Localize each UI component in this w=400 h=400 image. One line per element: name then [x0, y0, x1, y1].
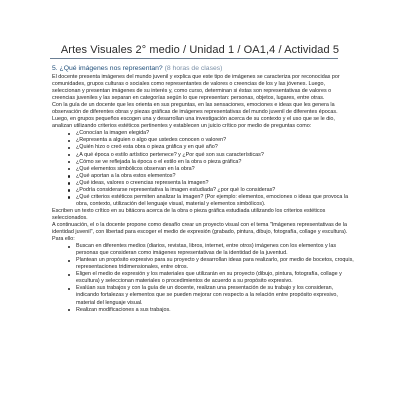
section-heading [52, 65, 362, 72]
step-list [52, 243, 354, 313]
project-paragraph: A continuación, el o la docente propone como desafío crear un proyecto visual con el tema "Imágenes representativas de la identidad juvenil", con libertad para escoger el medio de expresión (grabado, pintura, dibujo, fotografía, collage y escultura). Para ello: [52, 221, 348, 243]
section-heading-text: 5. ¿Qué imágenes nos representan? [52, 65, 163, 72]
section-content [52, 74, 354, 314]
list-item: ¿Representa a alguien o algo que ustedes conocen o valoren? [76, 137, 354, 144]
list-item: Evalúan sus trabajos y con la guía de un docente, realizan una presentación de su trabajo y los consideran, indicando fortalezas y elementos que se pueden mejorar con respecto a la relación entre propósito expresivo, material del lenguaje visual. [76, 285, 354, 306]
question-list [52, 130, 354, 208]
guidance-paragraph: Con la guía de un docente que les orienta en sus preguntas, en las sensaciones, emociones e ideas que les genera la observación de diferentes obras y piezas gráficas de imágenes representativas del mundo juvenil de diferentes épocas. Luego, en grupos pequeños escogen una y desarrollan una investigación acerca de su contexto y el uso que se le dio, analizan utilizando criterios estéticos pertinentes y establecen un juicio crítico por medio de preguntas como: [52, 102, 338, 130]
list-item: ¿Qué aportan a la obra estos elementos? [76, 173, 354, 180]
page-title: Artes Visuales 2° medio / Unidad 1 / OA1,4 / Actividad 5 [60, 44, 340, 56]
list-item: ¿Cómo se ve reflejada la época o el estilo en la obra o pieza gráfica? [76, 159, 354, 166]
list-item: ¿Quién hizo o creó esta obra o pieza gráfica y en qué año? [76, 144, 354, 151]
list-item: ¿A qué época o estilo artístico pertenece? y ¿Por qué son sus características? [76, 152, 354, 159]
intro-paragraph: El docente presenta imágenes del mundo juvenil y explica que este tipo de imágenes se caracteriza por reconocidas por comunidades, grupos culturas o sociales como representantes de valores o creencias de los y las jóvenes. Luego, seleccionan y presentan imágenes de su interés y, como curso, determinan si éstas son representativas de valores o creencias juveniles y las separan en categorías según lo que representan: personas, objetos, lugares, entre otras. [52, 74, 340, 102]
list-item: Realizan modificaciones a sus trabajos. [76, 307, 354, 314]
section-duration: (8 horas de clases) [164, 65, 223, 72]
header-divider [50, 58, 338, 59]
critical-text-paragraph: Escriben un texto crítico en su bitácora acerca de la obra o pieza gráfica estudiada utilizando los criterios estéticos seleccionados. [52, 207, 326, 221]
list-item: Plantean un propósito expresivo para su proyecto y desarrollan ideas para realizarlo, por medio de bocetos, croquis, representaciones tridimensionales, entre otros. [76, 257, 354, 271]
list-item: Buscan en diferentes medios (diarios, revistas, libros, internet, entre otros) imágenes con los elementos y las personas que consideran como imágenes representativas de la identidad de la juventud. [76, 243, 354, 257]
list-item: ¿Qué elementos simbólicos observan en la obra? [76, 166, 354, 173]
list-item: ¿Podría considerarse representativa la imagen estudiada? ¿por qué lo consideras? [76, 187, 354, 194]
list-item: ¿Qué ideas, valores o creencias representa la imagen? [76, 180, 354, 187]
list-item: Eligen el medio de expresión y los materiales que utilizarán en su proyecto (dibujo, pintura, fotografía, collage y escultura) y seleccionan materiales o procedimientos de acuerdo a su propósito expresivo. [76, 271, 354, 285]
list-item: ¿Conocían la imagen elegida? [76, 130, 354, 137]
list-item: ¿Qué criterios estéticos permiten analizar la imagen? (Por ejemplo: elementos, emociones o ideas que provoca la obra, contexto, utilización del lenguaje visual, material y elementos simbólicos). [76, 194, 354, 208]
